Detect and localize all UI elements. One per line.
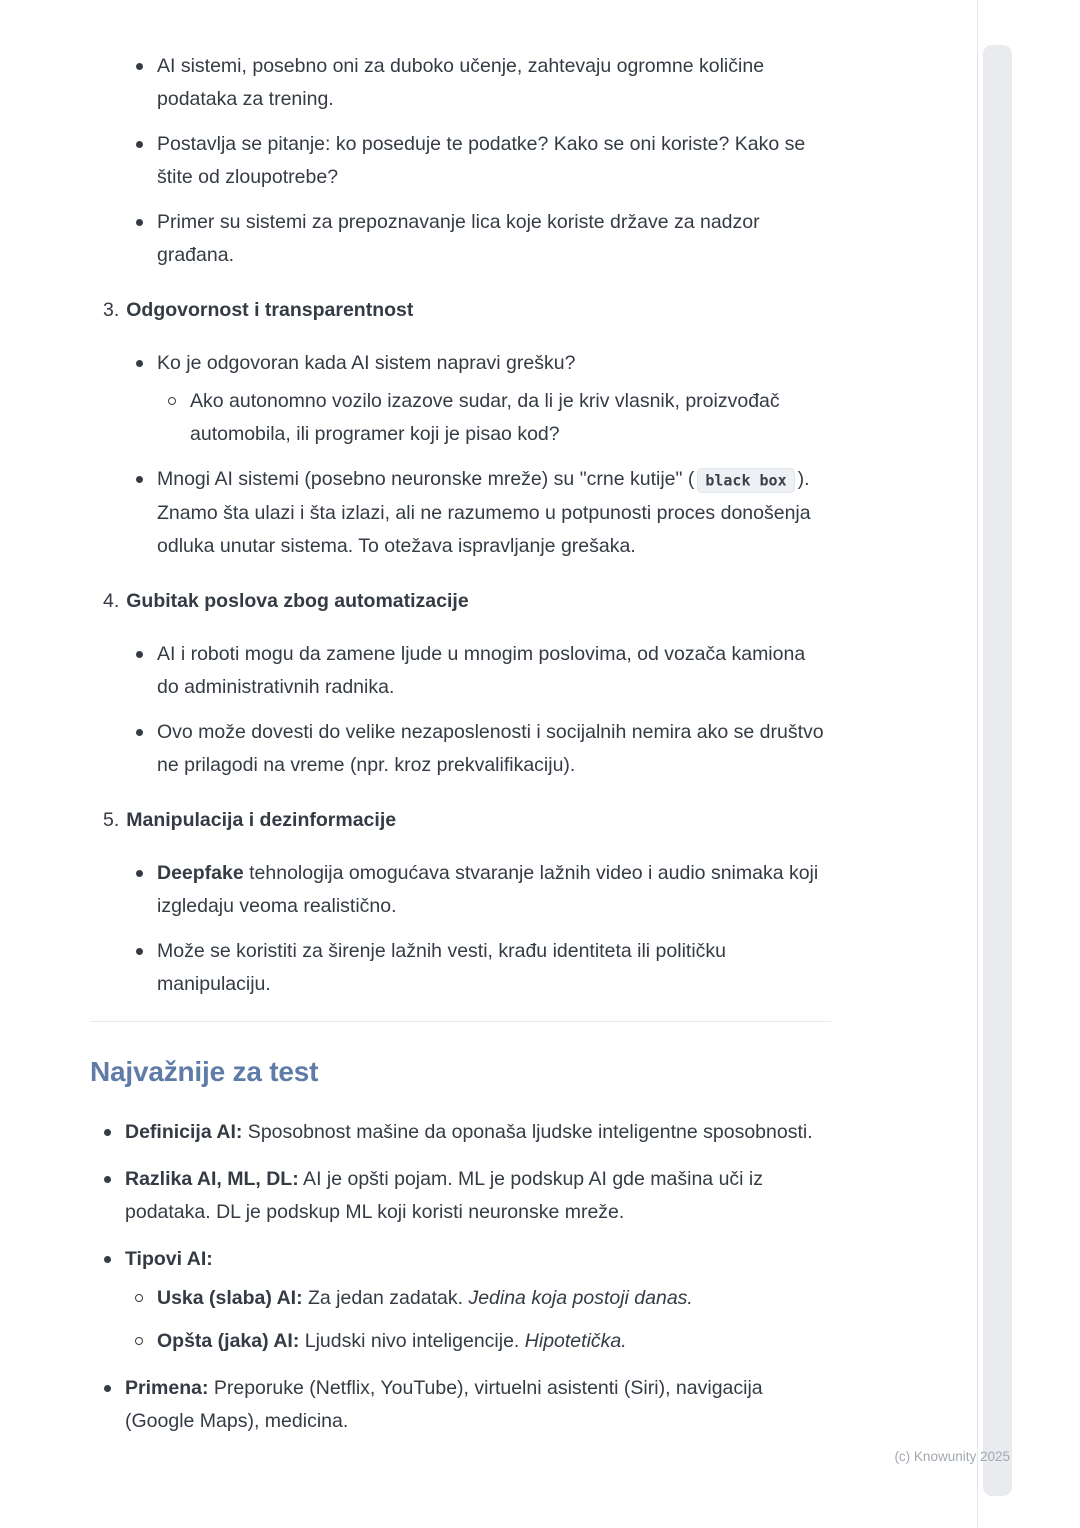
italic-note: Hipotetička. (524, 1330, 627, 1352)
document-content (90, 50, 831, 1452)
list-item-text: Postavlja se pitanje: ko poseduje te podatke? Kako se oni koriste? Kako se štite od zloupotrebe? (157, 133, 806, 188)
term-label: Primena: (125, 1377, 209, 1399)
section-heading (90, 585, 831, 618)
scrollbar-thumb[interactable] (983, 45, 1012, 1496)
list-item (103, 1372, 831, 1438)
term-label: Definicija AI: (125, 1121, 243, 1143)
summary-heading: Najvažnije za test (90, 1056, 319, 1087)
section-heading (90, 294, 831, 327)
list-item (168, 385, 831, 451)
term-label: Tipovi AI: (125, 1248, 213, 1270)
section-bullet-list (135, 857, 831, 1001)
sub-bullet-list (168, 385, 831, 451)
ai-types-sublist (135, 1282, 831, 1358)
ethics-list (135, 50, 831, 272)
list-item-text: tehnologija omogućava stvaranje lažnih video i audio snimaka koji izgledaju veoma realistično. (157, 862, 819, 917)
list-item (103, 1243, 831, 1358)
list-item-text: Mnogi AI sistemi (posebno neuronske mreže) su "crne kutije" ( (157, 468, 695, 490)
term-label: Opšta (jaka) AI: (157, 1330, 300, 1352)
section-manipulation (90, 804, 831, 1001)
inline-code: black box (697, 468, 794, 493)
section-bullet-list (135, 347, 831, 563)
list-item (135, 206, 831, 272)
deepfake-label: Deepfake (157, 862, 244, 884)
content-edge-divider (977, 0, 978, 1528)
list-item-text: Može se koristiti za širenje lažnih vesti, krađu identiteta ili političku manipulaciju. (157, 940, 726, 995)
list-item-text: AI i roboti mogu da zamene ljude u mnogim poslovima, od vozača kamiona do administrativnih radnika. (157, 643, 806, 698)
section-number: 5. (103, 809, 120, 831)
section-divider (90, 1021, 831, 1022)
section-number: 3. (103, 299, 120, 321)
list-item-text: Ovo može dovesti do velike nezaposlenosti i socijalnih nemira ako se društvo ne prilagodi na vreme (npr. kroz prekvalifikaciju). (157, 721, 824, 776)
list-item-text: Primer su sistemi za prepoznavanje lica koje koriste države za nadzor građana. (157, 211, 760, 266)
list-item (135, 1282, 831, 1315)
section-title-text: Gubitak poslova zbog automatizacije (126, 590, 469, 612)
list-item-text: AI sistemi, posebno oni za duboko učenje, zahtevaju ogromne količine podataka za trening. (157, 55, 765, 110)
list-item (135, 463, 831, 563)
list-item (135, 935, 831, 1001)
term-label: Uska (slaba) AI: (157, 1287, 303, 1309)
section-responsibility (90, 294, 831, 563)
footer-credit: (c) Knowunity 2025 (894, 1449, 1010, 1464)
list-item-text: Ako autonomno vozilo izazove sudar, da li je kriv vlasnik, proizvođač automobila, ili programer koji je pisao kod? (190, 390, 780, 445)
list-item (103, 1163, 831, 1229)
list-item-text: Za jedan zadatak. (302, 1287, 469, 1309)
italic-note: Jedina koja postoji danas. (468, 1287, 693, 1309)
list-item (135, 128, 831, 194)
section-title-text: Odgovornost i transparentnost (126, 299, 414, 321)
section-job-loss (90, 585, 831, 782)
list-item (135, 716, 831, 782)
list-item (135, 638, 831, 704)
list-item-text: Ljudski nivo inteligencije. (299, 1330, 525, 1352)
summary-list (103, 1116, 831, 1438)
list-item (135, 857, 831, 923)
section-number: 4. (103, 590, 120, 612)
list-item (135, 50, 831, 116)
section-heading (90, 804, 831, 837)
list-item-text: ). Znamo šta ulazi i šta izlazi, ali ne razumemo u potpunosti proces donošenja odluka unutar sistema. To otežava ispravljanje grešaka. (157, 468, 811, 557)
list-item (103, 1116, 831, 1149)
list-item (135, 1325, 831, 1358)
list-item-text: Ko je odgovoran kada AI sistem napravi grešku? (157, 352, 576, 374)
section-bullet-list (135, 638, 831, 782)
list-item-text: Preporuke (Netflix, YouTube), virtuelni asistenti (Siri), navigacija (Google Maps), medicina. (125, 1377, 763, 1432)
list-item (135, 347, 831, 451)
list-item-text: AI je opšti pojam. ML je podskup AI gde mašina uči iz podataka. DL je podskup ML koji koristi neuronske mreže. (125, 1168, 763, 1223)
section-title-text: Manipulacija i dezinformacije (126, 809, 397, 831)
term-label: Razlika AI, ML, DL: (125, 1168, 299, 1190)
list-item-text: Sposobnost mašine da oponaša ljudske inteligentne sposobnosti. (242, 1121, 813, 1143)
